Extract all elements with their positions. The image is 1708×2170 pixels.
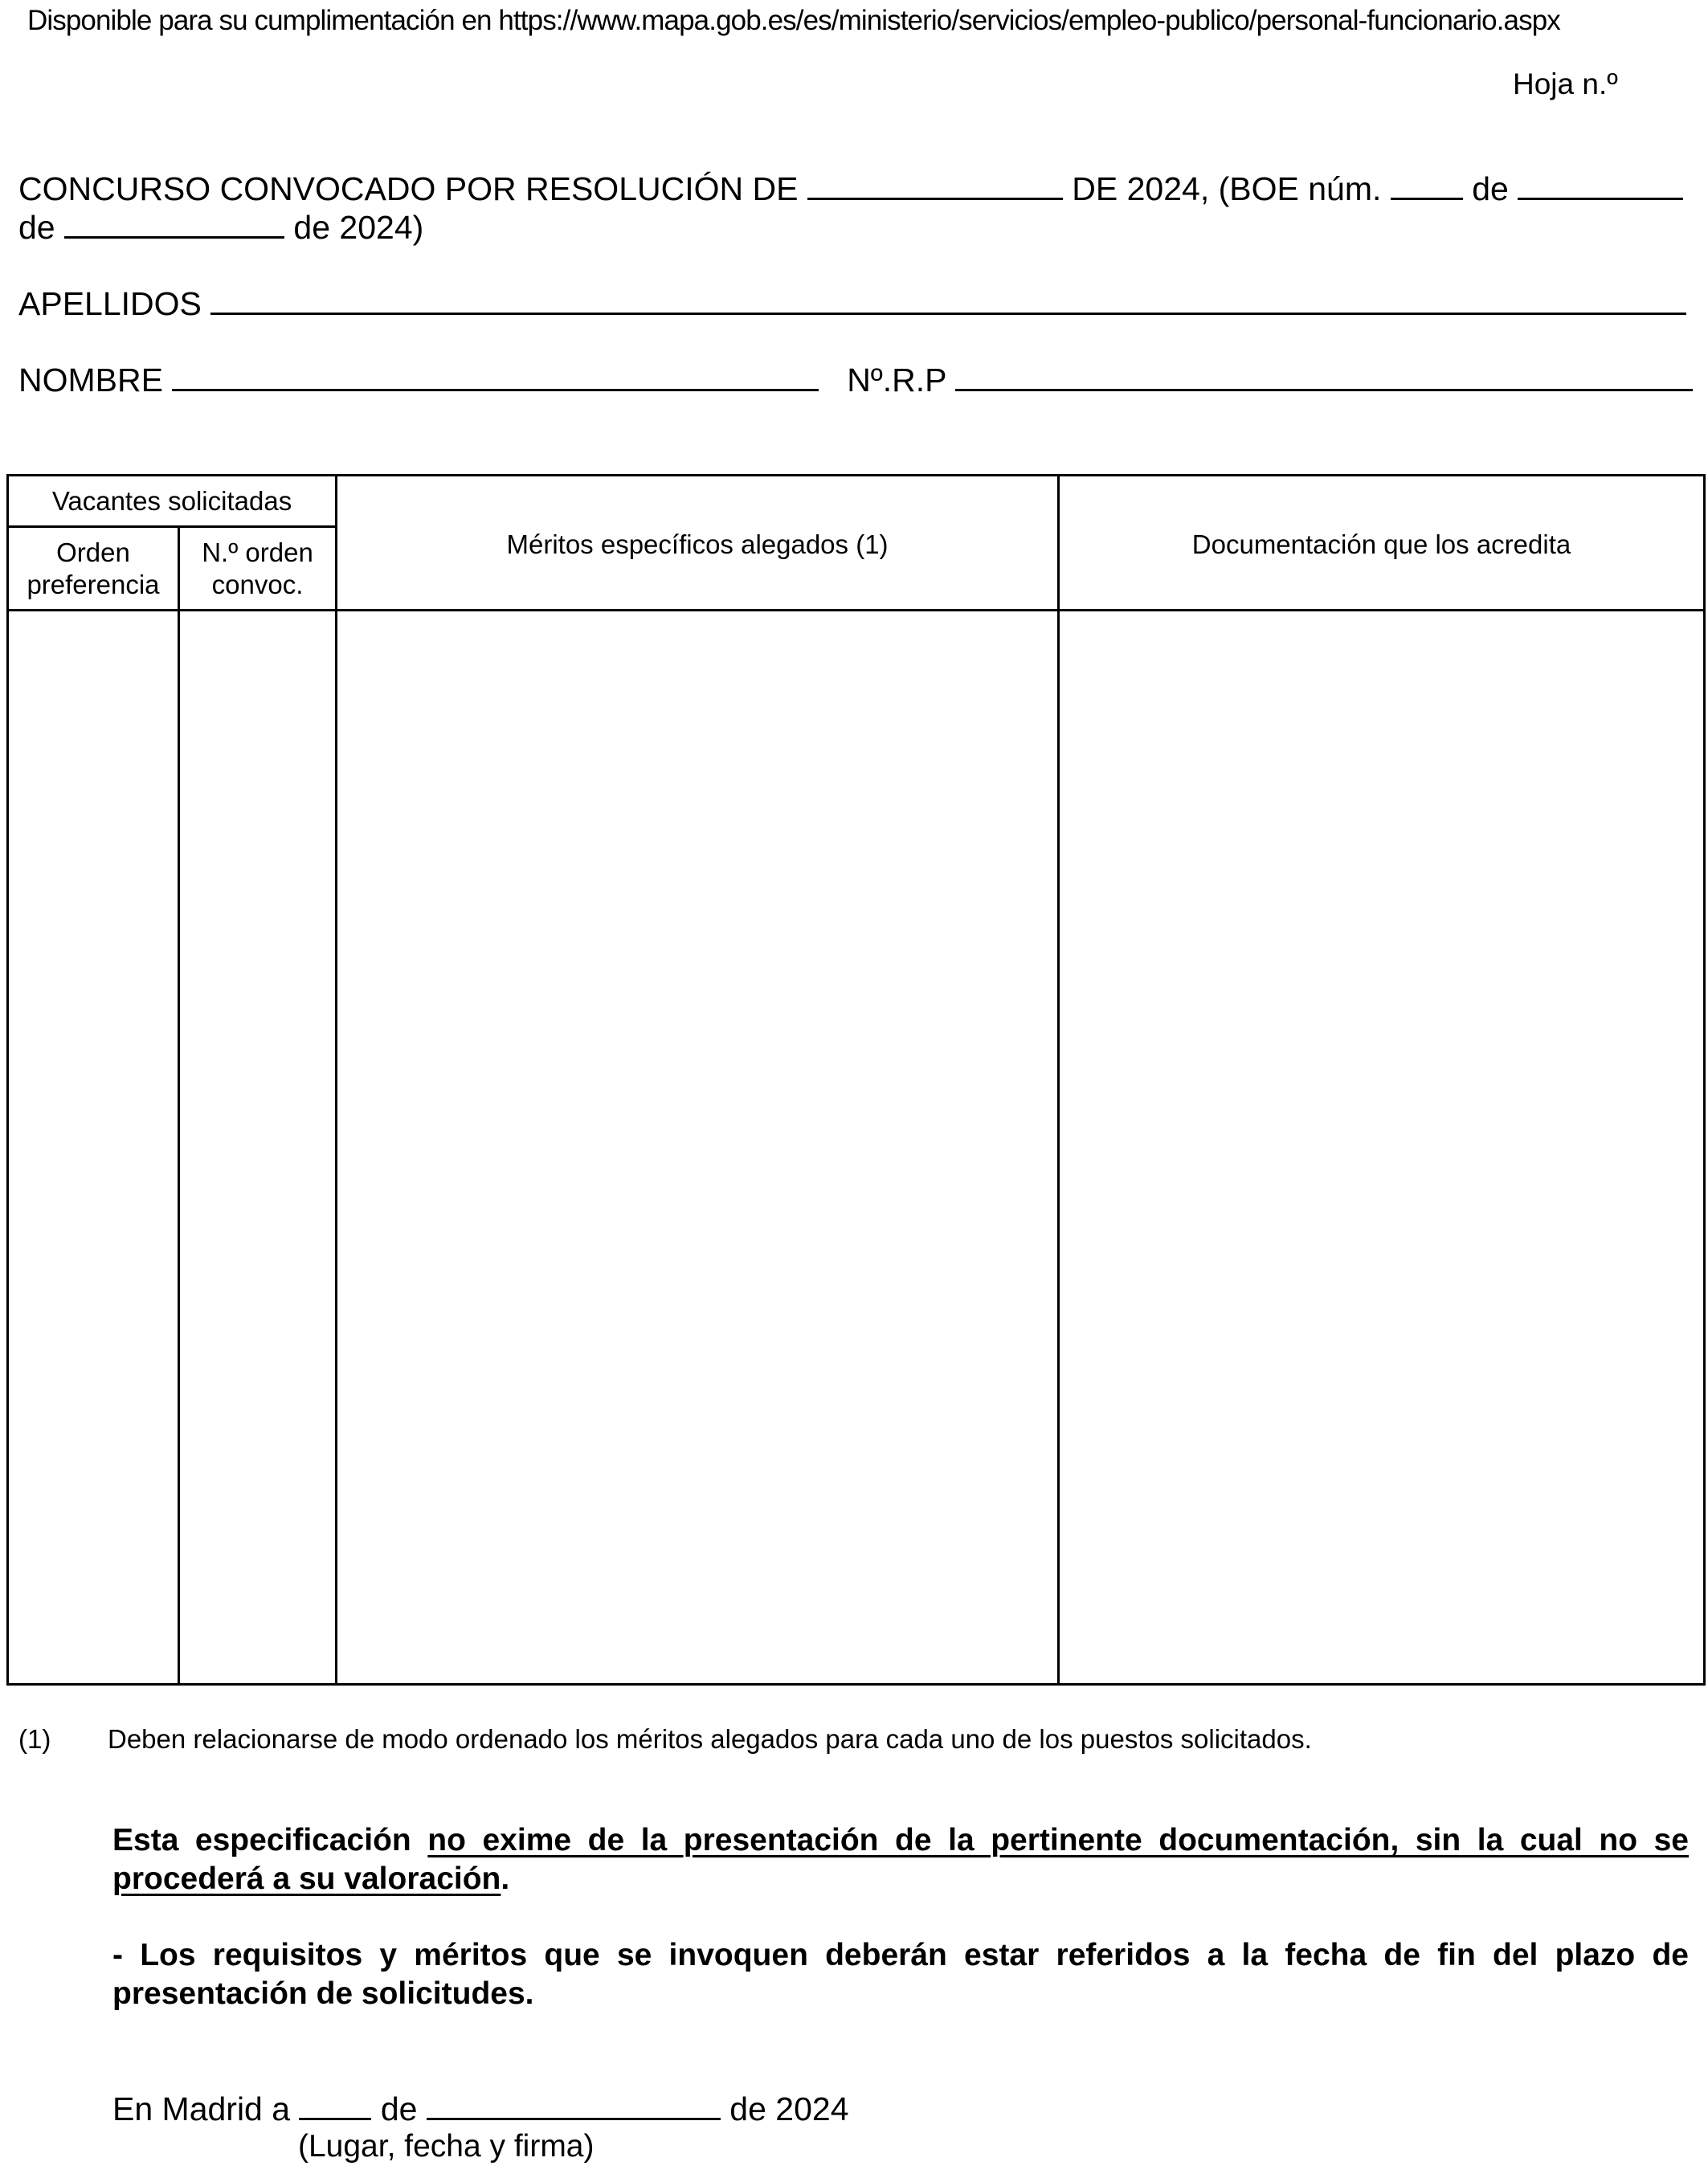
sign-day-field[interactable] <box>299 2089 371 2120</box>
surname-field[interactable] <box>210 284 1686 315</box>
order-cell[interactable] <box>8 611 179 1685</box>
merits-table <box>6 474 1706 1686</box>
name-row <box>18 360 1693 399</box>
sign-year: de 2024 <box>729 2090 849 2127</box>
concurso-year: DE 2024, (BOE núm. <box>1072 170 1382 207</box>
concurso-line-1 <box>18 169 1683 208</box>
availability-note: Disponible para su cumplimentación en https://www.mapa.gob.es/es/ministerio/servicios/empleo-publico/personal-funcionario.aspx <box>27 5 1560 36</box>
merits-cell[interactable] <box>337 611 1059 1685</box>
order-header: Orden preferencia <box>8 527 179 611</box>
surname-row <box>18 284 1686 323</box>
vacancies-header: Vacantes solicitadas <box>8 476 337 527</box>
sign-month-field[interactable] <box>427 2089 721 2120</box>
name-field[interactable] <box>172 360 819 391</box>
footnote-number: (1) <box>18 1724 51 1754</box>
signature-line <box>112 2089 849 2128</box>
notice-paragraph <box>112 1821 1689 1898</box>
resolution-date-field[interactable] <box>807 169 1063 200</box>
surname-label: APELLIDOS <box>18 285 202 322</box>
concurso-line-2 <box>18 207 423 247</box>
concurso-prefix: CONCURSO CONVOCADO POR RESOLUCIÓN DE <box>18 170 799 207</box>
sheet-number-label: Hoja n.º <box>1513 67 1618 100</box>
boe-month-field[interactable] <box>64 207 284 239</box>
place-prefix: En Madrid a <box>112 2090 291 2127</box>
sign-de-label: de <box>380 2090 418 2127</box>
notice-underlined: no exime de la presentación de la pertinente documentación, sin la cual no se procederá a su valoración <box>112 1823 1689 1896</box>
footnote-text: Deben relacionarse de modo ordenado los méritos alegados para cada uno de los puestos solicitados. <box>108 1724 1312 1754</box>
convoc-header: N.º orden convoc. <box>179 527 337 611</box>
merits-header: Méritos específicos alegados (1) <box>337 476 1059 611</box>
docs-header: Documentación que los acredita <box>1059 476 1705 611</box>
notice-end: . <box>501 1861 510 1896</box>
year-close: de 2024) <box>293 209 424 246</box>
convoc-cell[interactable] <box>179 611 337 1685</box>
docs-cell[interactable] <box>1059 611 1705 1685</box>
boe-day-field[interactable] <box>1518 169 1683 200</box>
de-label-2: de <box>18 209 55 246</box>
de-label-1: de <box>1472 170 1509 207</box>
requirement-paragraph: - Los requisitos y méritos que se invoquen deberán estar referidos a la fecha de fin del plazo de presentación de solicitudes. <box>112 1938 1689 2011</box>
signature-hint: (Lugar, fecha y firma) <box>298 2129 595 2164</box>
boe-number-field[interactable] <box>1391 169 1463 200</box>
notice-lead: Esta especificación <box>112 1823 411 1857</box>
nrp-label: Nº.R.P <box>847 362 946 398</box>
name-label: NOMBRE <box>18 362 163 398</box>
nrp-field[interactable] <box>955 360 1693 391</box>
